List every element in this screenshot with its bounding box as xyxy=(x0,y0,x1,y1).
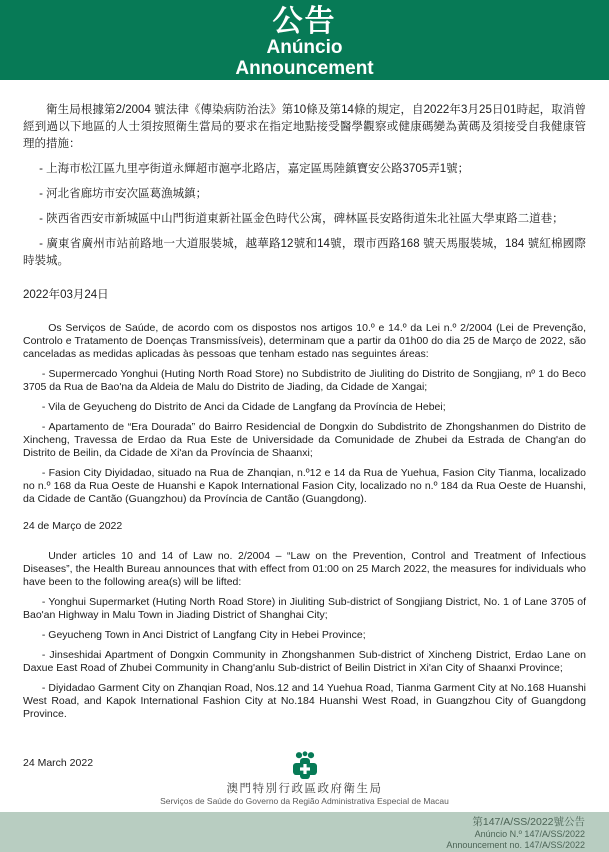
health-bureau-logo-icon xyxy=(288,751,322,781)
pt-bullet-1: - Supermercado Yonghui (Huting North Road Store) no Subdistrito de Jiuliting do Distrito de Songjiang, nº 1 do Beco 3705 da Rua de Bao'na da Aldeia de Malu do Distrito de Jiading, da Cidade de Xangai; xyxy=(23,368,586,393)
org-name-zh: 澳門特別行政區政府衛生局 xyxy=(226,783,383,795)
zh-bullet-1: - 上海市松江區九里亭街道永輝超市滬亭北路店，嘉定區馬陸鎮寶安公路3705弄1號； xyxy=(39,163,470,175)
zh-bullet-4: - 廣東省廣州市站前路地一大道服裝城，越華路12號和14號，環市西路168 號天馬服裝城，184 號紅棉國際時裝城。 xyxy=(23,238,586,267)
pt-bullet-4: - Fasion City Diyidadao, situado na Rua de Zhanqian, n.º12 e 14 da Rua de Yuehua, Fasion City Tianma, localizado no n.º 168 da Rua Oeste de Huanshi e Kapok International Fasion City, localizado no n.º 184 da Rua Oeste de Huanshi, da Cidade de Cantão (Guangzhou) da Província de Cantão (Guangdong). xyxy=(23,467,586,505)
zh-bullet-2: - 河北省廊坊市安次區葛漁城鎮； xyxy=(39,188,208,200)
en-bullet-1: - Yonghui Supermarket (Huting North Road Store) in Jiuliting Sub-district of Songjiang District, No. 1 of Lane 3705 of Bao'an Highway in Malu Town in Jiading District of Shanghai City; xyxy=(23,596,586,621)
pt-bullet-3: - Apartamento de “Era Dourada” do Bairro Residencial de Dongxin do Subdistrito de Zhongshanmen do Distrito de Xincheng, Travessa de Erdao da Rua Este de Universidade da Comunidade de Zhubei da Estrada de Chang'an do Distrito de Beilin, da Cidade de Xi'an da Província de Shaanxi; xyxy=(23,421,586,459)
org-name-pt: Serviços de Saúde do Governo da Região Administrativa Especial de Macau xyxy=(160,796,449,806)
title-pt: Anúncio xyxy=(266,37,343,58)
header-band xyxy=(0,0,609,80)
zh-intro-paragraph: 衛生局根據第2/2004 號法律《傳染病防治法》第10條及第14條的規定，自2022年3月25日01時起，取消曾經到過以下地區的人士須按照衛生當局的要求在指定地點接受醫學觀察或健康碼變為黃碼及須接受自我健康管理的措施： xyxy=(23,104,586,150)
pt-intro-paragraph: Os Serviços de Saúde, de acordo com os dispostos nos artigos 10.º e 14.º da Lei n.º 2/2004 (Lei de Prevenção, Controlo e Tratamento de Doenças Transmissíveis), determinam que a partir da 01h00 do dia 25 de Março de 2022, são canceladas as medidas aplicadas às pessoas que tenham estado nas seguintes áreas: xyxy=(23,322,586,360)
pt-date: 24 de Março de 2022 xyxy=(23,520,123,532)
en-bullet-2: - Geyucheng Town in Anci District of Langfang City in Hebei Province; xyxy=(41,629,366,641)
title-zh: 公告 xyxy=(272,5,337,38)
pt-bullet-2: - Vila de Geyucheng do Distrito de Anci da Cidade de Langfang da Província de Hebei; xyxy=(41,401,446,413)
reference-number-pt: Anúncio N.º 147/A/SS/2022 xyxy=(474,829,585,839)
footer xyxy=(0,751,609,812)
zh-date: 2022年03月24日 xyxy=(23,289,109,301)
zh-bullet-3: - 陝西省西安市新城區中山門街道東新社區金色時代公寓，碑林區長安路街道朱北社區大學東路二道巷； xyxy=(39,213,564,225)
en-bullet-3: - Jinseshidai Apartment of Dongxin Community in Zhongshanmen Sub-district of Xincheng District, Erdao Lane on Daxue East Road of Zhubei Community in Chang'anlu Sub-district of Beilin District in Xi'an City of Shaanxi Province; xyxy=(23,649,586,674)
reference-number-en: Announcement no. 147/A/SS/2022 xyxy=(446,840,585,850)
en-bullet-4: - Diyidadao Garment City on Zhanqian Road, Nos.12 and 14 Yuehua Road, Tianma Garment City at No.168 Huanshi West Road, and Kapok International Fashion City at No.184 Huanshi West Road, in Guangzhou City of Guangdong Province. xyxy=(23,682,586,720)
reference-number-zh: 第147/A/SS/2022號公告 xyxy=(472,816,585,828)
title-en: Announcement xyxy=(235,58,374,79)
document-body xyxy=(0,102,609,769)
reference-band xyxy=(0,812,609,852)
en-intro-paragraph: Under articles 10 and 14 of Law no. 2/2004 – “Law on the Prevention, Control and Treatment of Infectious Diseases”, the Health Bureau announces that with effect from 01:00 on 25 March 2022, the measures for individuals who have been to the following area(s) will be lifted: xyxy=(23,550,586,588)
en-date: 24 March 2022 xyxy=(23,757,94,769)
